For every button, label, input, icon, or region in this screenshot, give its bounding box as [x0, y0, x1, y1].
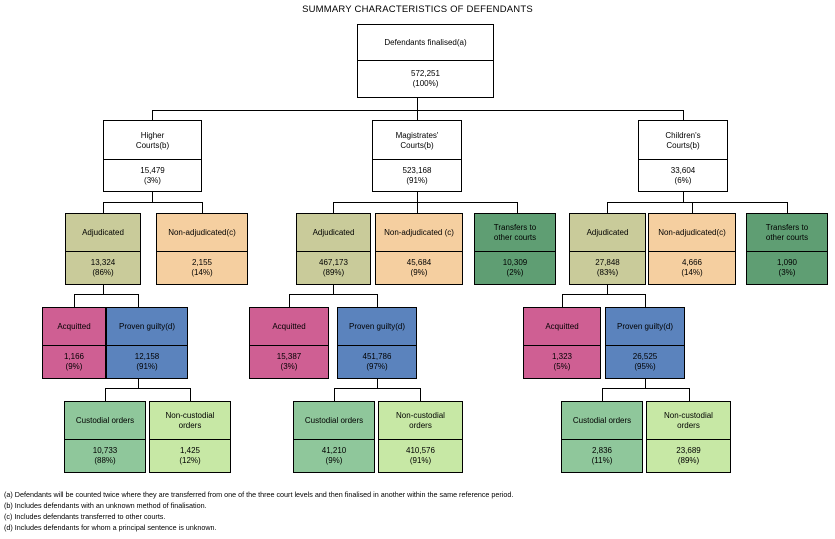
connector: [152, 110, 153, 120]
connector: [202, 202, 203, 213]
node-higher-non-custodial-orders[interactable]: [149, 401, 231, 473]
node-magistrates-acquitted[interactable]: [249, 307, 329, 379]
connector: [645, 294, 646, 307]
node-label: Adjudicated: [297, 214, 370, 252]
node-value: 2,836 (11%): [591, 446, 613, 465]
node-childrens-courts[interactable]: [638, 120, 728, 192]
node-label: Non-custodial orders: [647, 402, 730, 440]
node-label: Custodial orders: [65, 402, 145, 440]
node-higher-courts[interactable]: [103, 120, 202, 192]
connector: [74, 294, 75, 307]
connector: [417, 202, 418, 213]
node-value: 15,479 (3%): [140, 165, 165, 185]
connector: [683, 192, 684, 202]
node-value: 1,425 (12%): [179, 446, 201, 465]
node-label: Magistrates' Courts(b): [373, 121, 461, 160]
footnote-b: (b) Includes defendants with an unknown method of finalisation.: [4, 501, 207, 511]
node-value: 27,848 (83%): [595, 258, 620, 277]
node-higher-non-adjudicated[interactable]: [156, 213, 248, 285]
connector: [645, 379, 646, 388]
node-label: Transfers to other courts: [475, 214, 555, 252]
connector: [334, 388, 335, 401]
connector: [417, 192, 418, 202]
footnote-d: (d) Includes defendants for whom a principal sentence is unknown.: [4, 523, 217, 533]
connector: [138, 379, 139, 388]
node-value: 26,525 (95%): [632, 352, 658, 371]
connector: [105, 388, 190, 389]
node-label: Proven guilty(d): [606, 308, 684, 346]
node-childrens-non-custodial-orders[interactable]: [646, 401, 731, 473]
connector: [333, 285, 334, 294]
node-childrens-acquitted[interactable]: [523, 307, 601, 379]
node-magistrates-transfers[interactable]: [474, 213, 556, 285]
node-label: Non-custodial orders: [150, 402, 230, 440]
node-label: Adjudicated: [66, 214, 140, 252]
connector: [607, 202, 787, 203]
connector: [333, 202, 334, 213]
node-label: Non-adjudicated(c): [157, 214, 247, 252]
node-label: Custodial orders: [562, 402, 642, 440]
page-title: SUMMARY CHARACTERISTICS OF DEFENDANTS: [302, 4, 533, 15]
node-value: 10,733 (88%): [92, 446, 118, 465]
node-label: Non-adjudicated (c): [376, 214, 462, 252]
node-value: 23,689 (89%): [676, 446, 701, 465]
connector: [377, 294, 378, 307]
node-label: Non-custodial orders: [379, 402, 462, 440]
node-magistrates-courts[interactable]: [372, 120, 462, 192]
node-childrens-custodial-orders[interactable]: [561, 401, 643, 473]
node-label: Acquitted: [524, 308, 600, 346]
connector: [417, 98, 418, 110]
connector: [787, 202, 788, 213]
connector: [333, 202, 517, 203]
node-value: 13,324 (86%): [90, 258, 116, 277]
node-childrens-adjudicated[interactable]: [569, 213, 646, 285]
connector: [602, 388, 689, 389]
footnote-c: (c) Includes defendants transferred to other courts.: [4, 512, 166, 522]
node-label: Defendants finalised(a): [358, 25, 493, 61]
node-magistrates-adjudicated[interactable]: [296, 213, 371, 285]
node-higher-custodial-orders[interactable]: [64, 401, 146, 473]
connector: [289, 294, 377, 295]
node-value: 15,387 (3%): [276, 352, 302, 371]
node-label: Acquitted: [250, 308, 328, 346]
node-value: 1,323 (5%): [551, 352, 573, 371]
node-value: 4,666 (14%): [681, 258, 703, 277]
footnotes: [4, 489, 824, 534]
node-magistrates-non-custodial-orders[interactable]: [378, 401, 463, 473]
connector: [138, 294, 139, 307]
connector: [103, 285, 104, 294]
node-magistrates-custodial-orders[interactable]: [293, 401, 375, 473]
footnote-a: (a) Defendants will be counted twice where they are transferred from one of the three court levels and then finalised in another within the same reference period.: [4, 490, 514, 499]
connector: [152, 192, 153, 202]
node-label: Higher Courts(b): [104, 121, 201, 160]
connector: [377, 379, 378, 388]
node-defendants-finalised[interactable]: [357, 24, 494, 98]
connector: [334, 388, 420, 389]
connector: [420, 388, 421, 401]
node-value: 1,090 (3%): [776, 258, 798, 277]
connector: [683, 110, 684, 120]
node-value: 572,251 (100%): [411, 69, 440, 88]
node-value: 410,576 (91%): [406, 446, 435, 465]
node-childrens-proven-guilty[interactable]: [605, 307, 685, 379]
connector: [103, 202, 104, 213]
node-value: 33,604 (6%): [670, 165, 696, 185]
connector: [689, 388, 690, 401]
connector: [190, 388, 191, 401]
node-label: Adjudicated: [570, 214, 645, 252]
node-value: 45,684 (9%): [406, 258, 432, 277]
connector: [602, 388, 603, 401]
node-value: 12,158 (91%): [134, 352, 160, 371]
connector: [417, 110, 418, 120]
node-higher-proven-guilty[interactable]: [106, 307, 188, 379]
node-label: Proven guilty(d): [338, 308, 416, 346]
connector: [562, 294, 645, 295]
node-value: 10,309 (2%): [502, 258, 528, 277]
node-value: 41,210 (9%): [321, 446, 347, 465]
node-label: Transfers to other courts: [747, 214, 827, 252]
node-higher-acquitted[interactable]: [42, 307, 106, 379]
node-value: 2,155 (14%): [191, 258, 213, 277]
connector: [74, 294, 138, 295]
node-value: 1,166 (9%): [63, 352, 85, 371]
node-value: 467,173 (89%): [319, 258, 348, 277]
connector: [562, 294, 563, 307]
connector: [607, 202, 608, 213]
node-value: 451,786 (97%): [362, 352, 392, 371]
node-value: 523,168 (91%): [402, 165, 432, 185]
connector: [607, 285, 608, 294]
connector: [103, 202, 202, 203]
node-label: Custodial orders: [294, 402, 374, 440]
node-label: Children's Courts(b): [639, 121, 727, 160]
node-childrens-non-adjudicated[interactable]: [648, 213, 736, 285]
node-magistrates-non-adjudicated[interactable]: [375, 213, 463, 285]
connector: [517, 202, 518, 213]
node-label: Non-adjudicated(c): [649, 214, 735, 252]
connector: [692, 202, 693, 213]
node-childrens-transfers[interactable]: [746, 213, 828, 285]
node-label: Proven guilty(d): [107, 308, 187, 346]
connector: [105, 388, 106, 401]
node-label: Acquitted: [43, 308, 105, 346]
node-magistrates-proven-guilty[interactable]: [337, 307, 417, 379]
connector: [289, 294, 290, 307]
node-higher-adjudicated[interactable]: [65, 213, 141, 285]
